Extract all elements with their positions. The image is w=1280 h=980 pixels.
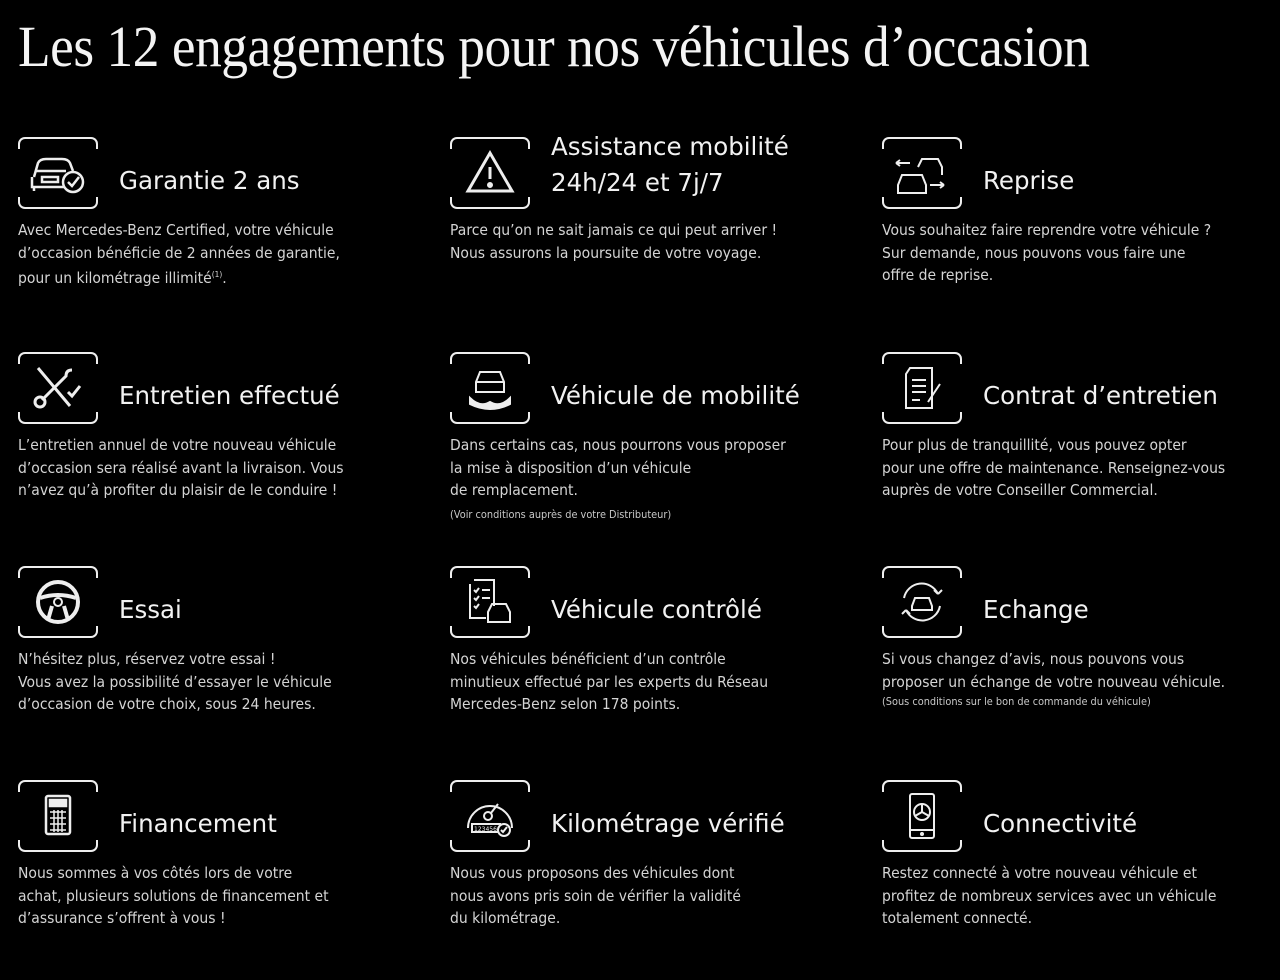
engagement-title: Echange	[983, 595, 1089, 624]
icon-frame	[450, 352, 530, 424]
engagement-title: Véhicule de mobilité	[551, 381, 800, 410]
engagement-description: Nos véhicules bénéficient d’un contrôle minutieux effectué par les experts du Réseau Mercedes-Benz selon 178 points.	[450, 650, 769, 713]
engagement-description: Si vous changez d’avis, nous pouvons vous proposer un échange de votre nouveau véhicule. (Sous conditions sur le bon de commande du véhicule)	[882, 648, 1273, 711]
engagement-title: Kilométrage vérifié	[551, 809, 785, 838]
page-title: Les 12 engagements pour nos véhicules d’occasion	[18, 14, 1090, 79]
engagement-description: L’entretien annuel de votre nouveau véhicule d’occasion sera réalisé avant la livraison. Vous n’avez qu’à profiter du plaisir de le conduire !	[18, 436, 344, 499]
engagement-title: Essai	[119, 595, 182, 624]
engagement-title: Financement	[119, 809, 277, 838]
icon-frame	[882, 352, 962, 424]
icon-frame	[18, 137, 98, 209]
engagement-title: Assistance mobilité 24h/24 et 7j/7	[551, 132, 789, 197]
engagement-card-contrat	[882, 352, 1280, 552]
engagement-card-essai	[18, 566, 438, 766]
warning-triangle-icon	[460, 147, 520, 199]
engagement-title: Reprise	[983, 166, 1075, 195]
icon-frame	[450, 566, 530, 638]
icon-frame	[18, 780, 98, 852]
footnote-marker: (1)	[211, 270, 223, 279]
engagement-description: Nous vous proposons des véhicules dont nous avons pris soin de vérifier la validité du kilométrage.	[450, 864, 741, 927]
engagement-card-kilometrage	[450, 780, 870, 980]
icon-frame	[882, 780, 962, 852]
smartphone-star-icon	[892, 790, 952, 842]
icon-frame	[450, 780, 530, 852]
engagement-description: Nous sommes à vos côtés lors de votre achat, plusieurs solutions de financement et d’assurance s’offrent à vous !	[18, 864, 329, 927]
icon-frame	[882, 137, 962, 209]
engagement-description: Restez connecté à votre nouveau véhicule et profitez de nombreux services avec un véhicule totalement connecté.	[882, 864, 1217, 927]
car-exchange-cycle-icon	[892, 576, 952, 628]
engagement-description: Parce qu’on ne sait jamais ce qui peut arriver ! Nous assurons la poursuite de votre voyage.	[450, 221, 778, 262]
engagement-card-echange	[882, 566, 1280, 766]
engagement-note: (Voir conditions auprès de votre Distributeur)	[450, 508, 672, 521]
engagement-card-assistance	[450, 132, 870, 337]
steering-wheel-icon	[28, 576, 88, 628]
car-check-icon	[28, 147, 88, 199]
checklist-car-icon	[460, 576, 520, 628]
engagement-title: Véhicule contrôlé	[551, 595, 762, 624]
icon-frame	[882, 566, 962, 638]
tools-check-icon	[28, 362, 88, 414]
engagement-card-controle	[450, 566, 870, 766]
engagement-card-entretien	[18, 352, 438, 552]
odometer-check-icon	[460, 790, 520, 842]
car-swap-icon	[892, 147, 952, 199]
svg-text:123456: 123456	[474, 826, 497, 833]
engagement-card-reprise	[882, 137, 1280, 337]
engagement-description: N’hésitez plus, réservez votre essai ! Vous avez la possibilité d’essayer le véhicule d’occasion de votre choix, sous 24 heures.	[18, 650, 332, 713]
icon-frame	[450, 137, 530, 209]
engagement-title: Connectivité	[983, 809, 1138, 838]
icon-frame	[18, 566, 98, 638]
contract-sign-icon	[892, 362, 952, 414]
engagement-card-vehicule-mobilite	[450, 352, 870, 552]
engagement-title: Contrat d’entretien	[983, 381, 1218, 410]
engagement-description: Vous souhaitez faire reprendre votre véhicule ? Sur demande, nous pouvons vous faire une offre de reprise.	[882, 221, 1212, 284]
icon-frame	[18, 352, 98, 424]
engagement-description: Avec Mercedes-Benz Certified, votre véhicule d’occasion bénéficie de 2 années de garantie, pour un kilométrage illimité$^{(1)}$.	[18, 221, 340, 287]
engagement-card-financement	[18, 780, 438, 980]
engagement-title: Garantie 2 ans	[119, 166, 300, 195]
engagement-card-garantie	[18, 137, 438, 337]
engagement-description: Pour plus de tranquillité, vous pouvez opter pour une offre de maintenance. Renseignez-vous auprès de votre Conseiller Commercial.	[882, 436, 1226, 499]
car-hand-icon	[460, 362, 520, 414]
engagement-title: Entretien effectué	[119, 381, 340, 410]
calculator-icon	[28, 790, 88, 842]
engagement-note: (Sous conditions sur le bon de commande du véhicule)	[882, 696, 1151, 708]
engagement-card-connectivite	[882, 780, 1280, 980]
engagement-description: Dans certains cas, nous pourrons vous proposer la mise à disposition d’un véhicule de remplacement. (Voir conditions auprès de votre Distributeur)	[450, 434, 841, 528]
